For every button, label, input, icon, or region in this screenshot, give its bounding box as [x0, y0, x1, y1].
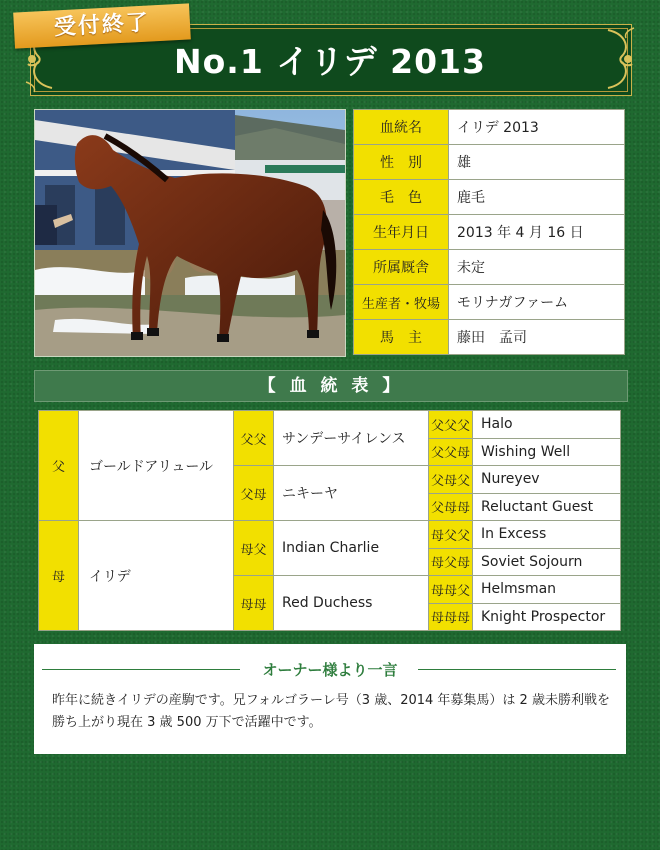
info-row	[354, 215, 625, 250]
pedigree-g3-label: 父母母	[429, 493, 473, 521]
pedigree-g3-label: 母父母	[429, 548, 473, 576]
pedigree-g3-name: Halo	[473, 411, 621, 439]
info-row	[354, 110, 625, 145]
pedigree-g3-label: 母母母	[429, 603, 473, 631]
info-row	[354, 145, 625, 180]
pedigree-g3-name: Soviet Sojourn	[473, 548, 621, 576]
pedigree-g3-label: 母父父	[429, 521, 473, 549]
pedigree-g2-label: 父父	[234, 411, 274, 466]
info-row	[354, 250, 625, 285]
info-label: 生産者・牧場	[354, 285, 449, 320]
pedigree-g3-label: 父父母	[429, 438, 473, 466]
pedigree-g3-label: 父母父	[429, 466, 473, 494]
pedigree-g3-name: Reluctant Guest	[473, 493, 621, 521]
info-label: 性 別	[354, 145, 449, 180]
info-value: 雄	[449, 145, 625, 180]
info-value: 未定	[449, 250, 625, 285]
pedigree-g3-label: 母母父	[429, 576, 473, 604]
horse-info-table	[353, 109, 625, 355]
status-badge: 受付終了	[13, 3, 191, 48]
pedigree-g2-label: 母父	[234, 521, 274, 576]
info-label: 馬 主	[354, 320, 449, 355]
owner-comment-title: オーナー様より一言	[262, 661, 398, 679]
info-value: 2013 年 4 月 16 日	[449, 215, 625, 250]
info-value: イリデ 2013	[449, 110, 625, 145]
pedigree-g2-name: Red Duchess	[274, 576, 429, 631]
pedigree-g3-name: Nureyev	[473, 466, 621, 494]
info-label: 所属厩舎	[354, 250, 449, 285]
page-title: No.1 イリデ 2013	[174, 42, 486, 81]
pedigree-g2-name: Indian Charlie	[274, 521, 429, 576]
pedigree-g3-name: Knight Prospector	[473, 603, 621, 631]
sire-label: 父	[39, 411, 79, 521]
info-row	[354, 180, 625, 215]
sire-name: ゴールドアリュール	[79, 411, 234, 521]
pedigree-g2-label: 母母	[234, 576, 274, 631]
info-label: 毛 色	[354, 180, 449, 215]
owner-comment-text: 昨年に続きイリデの産駒です。兄フォルゴラーレ号（3 歳、2014 年募集馬）は 2 歳未勝利戦を勝ち上がり現在 3 歳 500 万下で活躍中です。	[52, 693, 610, 730]
info-row	[354, 320, 625, 355]
pedigree-g3-name: Wishing Well	[473, 438, 621, 466]
horse-photo	[34, 109, 346, 357]
pedigree-table	[38, 410, 621, 631]
info-value: 藤田 孟司	[449, 320, 625, 355]
pedigree-g2-name: ニキーヤ	[274, 466, 429, 521]
info-label: 血統名	[354, 110, 449, 145]
pedigree-g3-name: Helmsman	[473, 576, 621, 604]
dam-label: 母	[39, 521, 79, 631]
pedigree-heading: 【 血 統 表 】	[34, 370, 628, 402]
pedigree-g2-name: サンデーサイレンス	[274, 411, 429, 466]
info-value: 鹿毛	[449, 180, 625, 215]
pedigree-row	[39, 521, 621, 549]
pedigree-g3-name: In Excess	[473, 521, 621, 549]
dam-name: イリデ	[79, 521, 234, 631]
pedigree-g2-label: 父母	[234, 466, 274, 521]
info-row	[354, 285, 625, 320]
info-label: 生年月日	[354, 215, 449, 250]
pedigree-g3-label: 父父父	[429, 411, 473, 439]
pedigree-row	[39, 411, 621, 439]
info-value: モリナガファーム	[449, 285, 625, 320]
